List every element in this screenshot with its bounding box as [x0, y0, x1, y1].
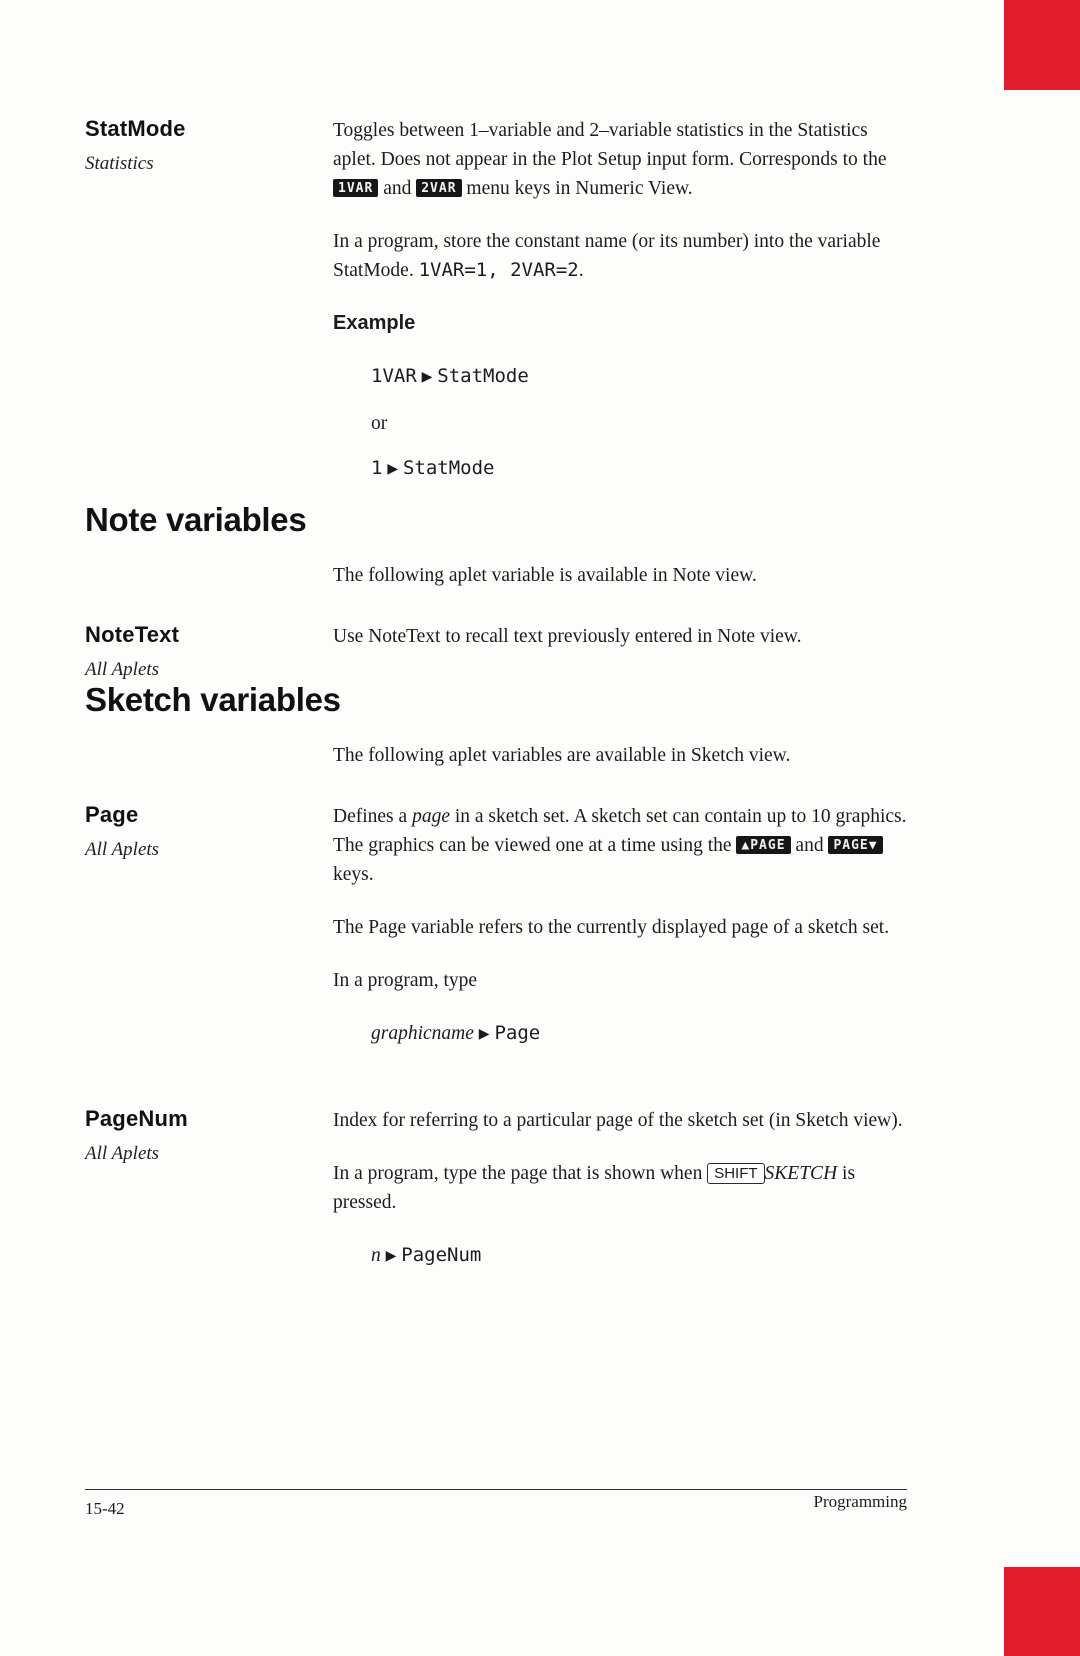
- entry-notetext: [85, 622, 907, 681]
- sketch-section-intro: The following aplet variables are available in Sketch view.: [333, 745, 791, 766]
- text-run: in a sketch set. A sketch set can contain up to 10 graphics. The graphics can be viewed one at a time using the: [333, 806, 907, 856]
- code-line: [371, 1241, 907, 1272]
- term-column: [85, 622, 333, 681]
- italic-term: SKETCH: [764, 1163, 838, 1184]
- code-text: StatMode: [437, 365, 529, 387]
- inline-code: 1VAR=1, 2VAR=2: [418, 259, 579, 281]
- text-run: In a program, type the page that is shown when: [333, 1163, 708, 1184]
- page-code-block: [371, 1019, 907, 1050]
- notetext-paragraph-1: Use NoteText to recall text previously entered in Note view.: [333, 626, 802, 647]
- statmode-paragraph-1: [333, 116, 907, 203]
- page-paragraph-1: [333, 802, 907, 889]
- body-column: [333, 802, 907, 1066]
- store-arrow-icon: ▶: [478, 1026, 490, 1042]
- section-heading-note-variables: Note variables: [85, 501, 307, 538]
- page-edge-tab-bottom: [1004, 1567, 1080, 1656]
- text-run: .: [578, 260, 584, 281]
- term-context-all-aplets: All Aplets: [85, 1143, 160, 1164]
- term-pagenum: PageNum: [85, 1106, 188, 1131]
- code-text: 1: [371, 457, 383, 479]
- text-run: menu keys in Numeric View.: [461, 178, 693, 199]
- text-run: keys.: [333, 864, 374, 885]
- code-text: Page: [494, 1022, 541, 1044]
- term-context-all-aplets: All Aplets: [85, 839, 160, 860]
- section-heading-sketch-variables: Sketch variables: [85, 681, 341, 718]
- entry-page: [85, 802, 907, 1066]
- text-run: Defines a: [333, 806, 413, 827]
- footer-page-number: 15-42: [85, 1499, 125, 1518]
- body-column: [333, 1106, 907, 1288]
- page-content: [85, 116, 907, 1288]
- term-page: Page: [85, 802, 139, 827]
- pagenum-paragraph-1: Index for referring to a particular page of the sketch set (in Sketch view).: [333, 1110, 903, 1131]
- code-text: 1VAR: [371, 365, 417, 387]
- code-line: [371, 362, 907, 393]
- pagenum-code-block: [371, 1241, 907, 1272]
- term-column: [85, 116, 333, 501]
- italic-operand: graphicname: [371, 1023, 474, 1044]
- statmode-paragraph-2: [333, 227, 907, 285]
- entry-statmode: [85, 116, 907, 501]
- store-arrow-icon: ▶: [387, 461, 399, 477]
- page-paragraph-2: The Page variable refers to the currently displayed page of a sketch set.: [333, 917, 890, 938]
- term-notetext: NoteText: [85, 622, 180, 647]
- text-run: is pressed.: [333, 1163, 856, 1213]
- store-arrow-icon: ▶: [385, 1248, 397, 1264]
- term-column: [85, 1106, 333, 1288]
- entry-pagenum: [85, 1106, 907, 1288]
- pagenum-paragraph-2: [333, 1159, 907, 1217]
- italic-term: page: [412, 806, 450, 827]
- term-context-statistics: Statistics: [85, 153, 154, 174]
- menu-key-1var: 1VAR: [333, 179, 378, 197]
- code-line: [371, 454, 907, 485]
- store-arrow-icon: ▶: [421, 369, 433, 385]
- term-context-all-aplets: All Aplets: [85, 659, 160, 680]
- footer-rule: [85, 1489, 907, 1490]
- example-code-block: [371, 362, 907, 485]
- code-text: StatMode: [402, 457, 495, 479]
- italic-operand: n: [371, 1245, 381, 1266]
- text-run: Toggles between 1–variable and 2–variable statistics in the Statistics aplet. Does not appear in the Plot Setup input form. Corresponds to the: [333, 120, 887, 170]
- body-column: [333, 116, 907, 501]
- shift-key: SHIFT: [707, 1163, 764, 1184]
- example-label: Example: [333, 312, 416, 334]
- text-run: In a program, store the constant name (or its number) into the variable StatMode.: [333, 231, 881, 281]
- term-column: [85, 802, 333, 1066]
- or-text: or: [371, 413, 388, 434]
- page-edge-tab-top: [1004, 0, 1080, 90]
- body-column: [333, 622, 907, 681]
- menu-key-page-down: PAGE▼: [828, 836, 882, 854]
- menu-key-2var: 2VAR: [416, 179, 461, 197]
- text-run: and: [378, 178, 417, 199]
- page-paragraph-3: In a program, type: [333, 970, 478, 991]
- note-section-intro: The following aplet variable is available in Note view.: [333, 565, 757, 586]
- footer-chapter-name: Programming: [813, 1492, 907, 1511]
- term-statmode: StatMode: [85, 116, 186, 141]
- code-text: PageNum: [401, 1244, 482, 1266]
- code-line: [371, 1019, 907, 1050]
- menu-key-page-up: ▲PAGE: [736, 836, 790, 854]
- text-run: and: [790, 835, 829, 856]
